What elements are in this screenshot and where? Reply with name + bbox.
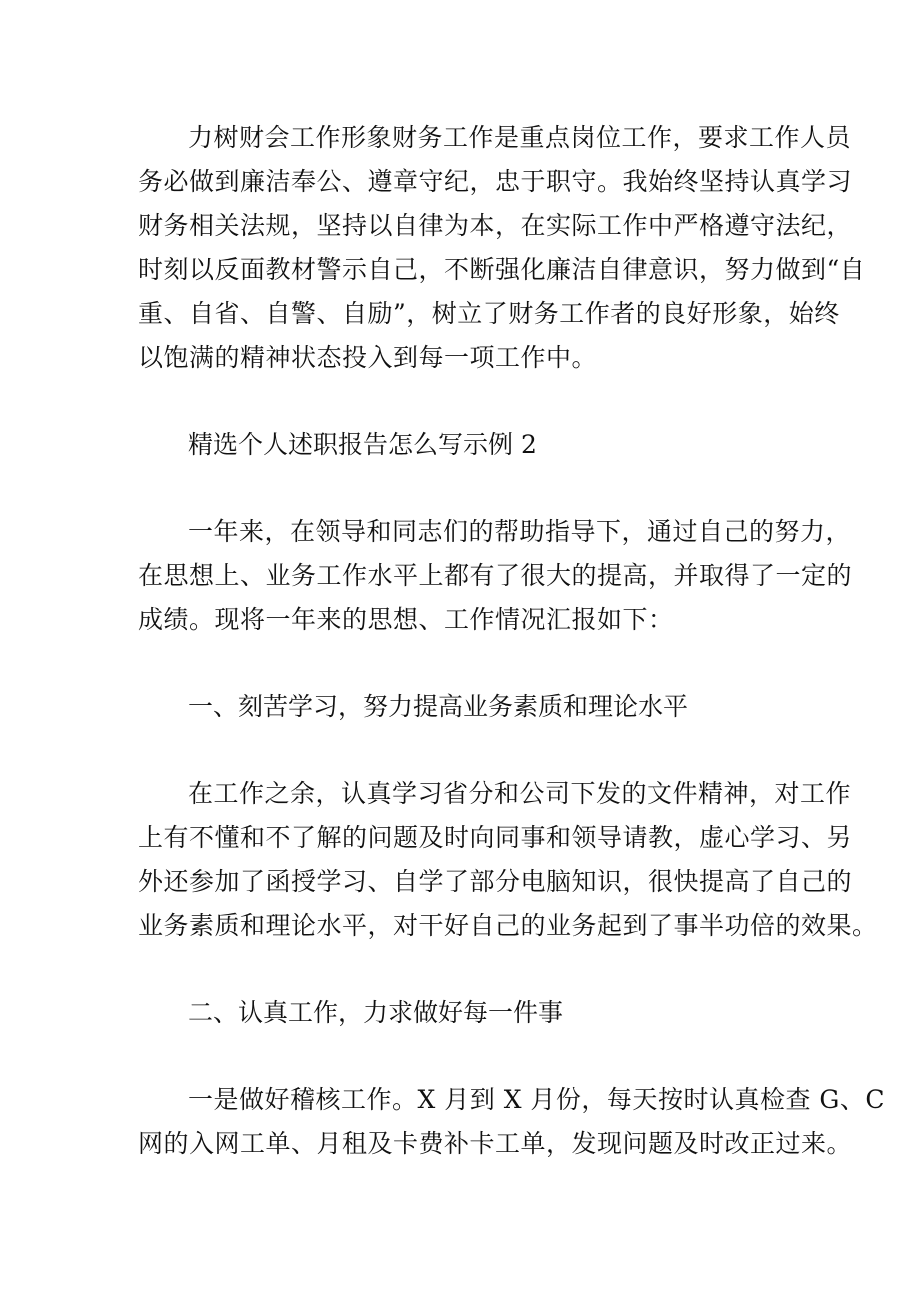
text-line: 上有不懂和不了解的问题及时向同事和领导请教，虚心学习、另 (138, 823, 853, 852)
example-title: 精选个人述职报告怎么写示例 2 (188, 430, 537, 459)
paragraph-intro (138, 510, 853, 642)
document-page (138, 116, 885, 1166)
text-line: 财务相关法规，坚持以自律为本，在实际工作中严格遵守法纪， (138, 211, 853, 240)
text-line: 一是做好稽核工作。X 月到 X 月份，每天按时认真检查 G、C (188, 1085, 885, 1114)
text-line: 以饱满的精神状态投入到每一项工作中。 (138, 343, 598, 372)
text-line: 外还参加了函授学习、自学了部分电脑知识，很快提高了自己的 (138, 867, 853, 896)
section-heading-work: 二、认真工作，力求做好每一件事 (188, 998, 564, 1027)
paragraph-study (138, 772, 878, 948)
paragraph-audit (138, 1078, 885, 1166)
text-line: 在思想上、业务工作水平上都有了很大的提高，并取得了一定的 (138, 561, 853, 590)
text-line: 在工作之余，认真学习省分和公司下发的文件精神，对工作 (188, 779, 852, 808)
text-line: 力树财会工作形象财务工作是重点岗位工作，要求工作人员 (188, 123, 852, 152)
text-line: 业务素质和理论水平，对干好自己的业务起到了事半功倍的效果。 (138, 911, 878, 940)
text-line: 时刻以反面教材警示自己，不断强化廉洁自律意识，努力做到“自 (138, 255, 866, 284)
section-heading-study: 一、刻苦学习，努力提高业务素质和理论水平 (188, 692, 689, 721)
text-line: 重、自省、自警、自励”，树立了财务工作者的良好形象，始终 (138, 299, 840, 328)
text-line: 成绩。现将一年来的思想、工作情况汇报如下： (138, 605, 674, 634)
paragraph-finance-image (138, 116, 866, 380)
text-line: 一年来，在领导和同志们的帮助指导下，通过自己的努力， (188, 517, 852, 546)
text-line: 务必做到廉洁奉公、遵章守纪，忠于职守。我始终坚持认真学习 (138, 167, 853, 196)
text-line: 网的入网工单、月租及卡费补卡工单，发现问题及时改正过来。 (138, 1129, 853, 1158)
